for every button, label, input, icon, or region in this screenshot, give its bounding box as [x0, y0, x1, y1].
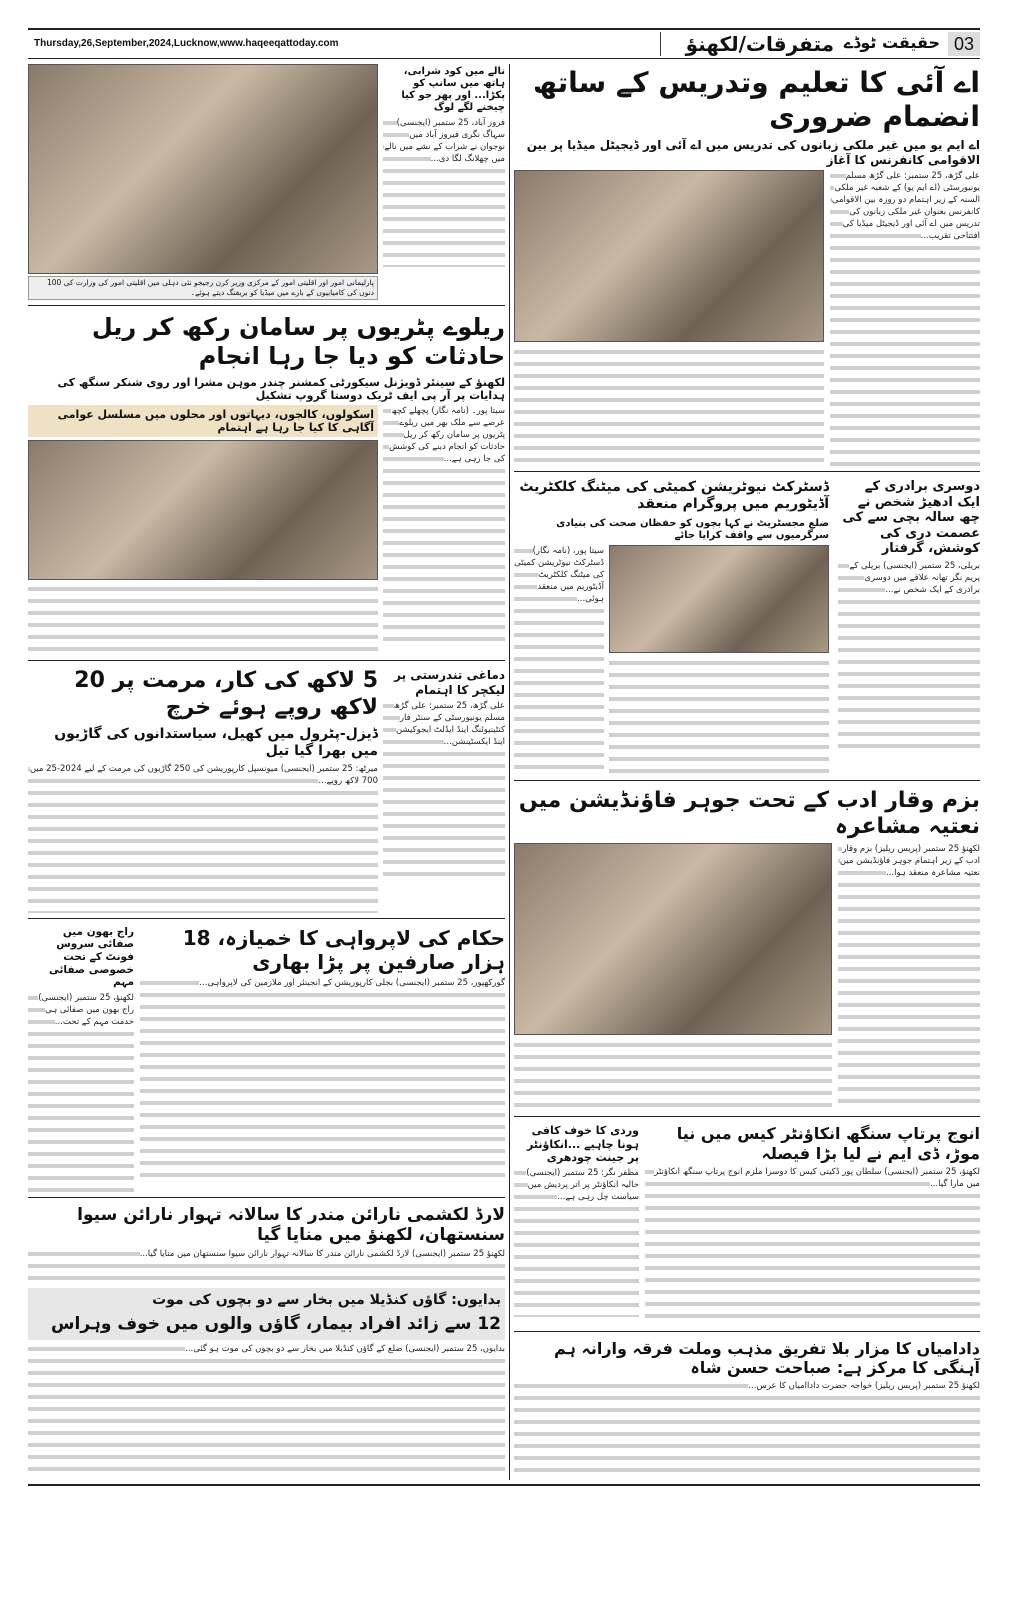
- rajbhavan-headline: راج بھون میں صفائی سروس فونٹ کے تحت خصوصی صفائی مہم: [48, 925, 134, 989]
- mental-story: [383, 666, 505, 880]
- badaun-subhead: 12 سے زائد افراد بیمار، گاؤں والوں میں خوف وہراس: [51, 1314, 501, 1335]
- nutrition-row: [514, 477, 980, 775]
- divider: [28, 1197, 505, 1198]
- anuj-body: لکھنؤ، 25 ستمبر (ایجنسی) سلطان پور ڈکیتی کیس کا دوسرا ملزم انوج پرتاپ سنگھ انکاؤنٹر میں مارا گیا...: [654, 1166, 980, 1189]
- anuj-story: [645, 1122, 980, 1325]
- railway-photo-block: [28, 405, 378, 655]
- nutrition-headline: ڈسٹرکٹ نیوٹریشن کمیٹی کی میٹنگ کلکٹریٹ آڈیٹوریم میں پروگرام منعقد: [519, 478, 829, 512]
- assault-body-block: [838, 560, 980, 750]
- railway-body-continued: [28, 583, 378, 655]
- anuj-headline: انوج پرتاپ سنگھ انکاؤنٹر کیس میں نیا موڑ، ڈی ایم نے لیا بڑا فیصلہ: [676, 1124, 980, 1163]
- nutrition-body-block: [514, 545, 604, 775]
- nutrition-subhead: ضلع مجسٹریٹ نے کہا بچوں کو حفظان صحت کی بنیادی سرگرمیوں سے واقف کرایا جائے: [556, 517, 829, 541]
- nutrition-story: [514, 477, 829, 775]
- dadamian-body-block: [514, 1380, 980, 1480]
- divider: [514, 1116, 980, 1117]
- top-left-row: [28, 64, 505, 300]
- ai-headline: اے آئی کا تعلیم وتدریس کے ساتھ انضمام ضروری: [532, 66, 980, 133]
- badaun-body: بدایوں، 25 ستمبر (ایجنسی) ضلع کے گاؤں کنڈیلا میں بخار سے دو بچوں کی موت ہو گئی...: [185, 1343, 505, 1354]
- ai-body-block: [830, 170, 980, 466]
- right-column: [509, 64, 980, 1480]
- nutrition-photo-block: [609, 545, 829, 775]
- rajbhavan-body: لکھنؤ، 25 ستمبر (ایجنسی) راج بھون میں صفائی ہی خدمت مہم کے تحت...: [38, 992, 134, 1027]
- ai-subhead: اے ایم یو میں غیر ملکی زبانوں کی تدریس میں اے آئی اور ڈیجیٹل میڈیا پر بین الاقوامی کانفرنس کا آغاز: [526, 138, 980, 167]
- encounter-row: [514, 1122, 980, 1325]
- mushaira-body-continued: [514, 1039, 832, 1111]
- top-rule: [28, 28, 980, 30]
- dateline: Thursday,26,September,2024,Lucknow,www.haqeeqattoday.com: [34, 38, 339, 49]
- mushaira-body: لکھنؤ 25 ستمبر (پریس ریلیز) بزم وقار ادب کے زیر اہتمام جوہر فاؤنڈیشن میں نعتیہ مشاعرہ منعقد ہوا...: [839, 844, 980, 879]
- car-headline: 5 لاکھ کی کار، مرمت پر 20 لاکھ روپے ہوئے خرچ: [74, 668, 378, 720]
- power-body-block: [140, 977, 505, 1177]
- badaun-headline: بدایوں: گاؤں کنڈیلا میں بخار سے دو بچوں کی موت: [152, 1292, 501, 1309]
- dadamian-story: [514, 1337, 980, 1480]
- mushaira-story: [514, 786, 980, 1112]
- divider: [28, 918, 505, 919]
- mushaira-headline: بزم وقار ادب کے تحت جوہر فاؤنڈیشن میں نعتیہ مشاعرہ: [518, 787, 980, 839]
- wardi-headline: وردی کا خوف کافی ہونا چاہیے ...انکاؤنٹر پر جینت چودھری: [527, 1124, 639, 1164]
- left-column: [28, 64, 505, 1473]
- divider: [514, 1331, 980, 1332]
- mushaira-row: [514, 843, 980, 1111]
- power-body: گورکھپور، 25 ستمبر (ایجنسی) بجلی کارپوریشن کے انجینئر اور ملازمین کی لاپرواہی...: [199, 977, 505, 988]
- anuj-body-block: [645, 1166, 980, 1326]
- header-rule: [28, 58, 980, 59]
- nutrition-meeting-photo: [609, 545, 829, 653]
- dadamian-body: لکھنؤ 25 ستمبر (پریس ریلیز) خواجہ حضرت داداامیاں کا عرس...: [748, 1381, 980, 1392]
- ai-story: [514, 64, 980, 466]
- mushaira-group-photo: [514, 843, 832, 1035]
- assault-headline: دوسری برادری کے ایک ادھیڑ شخص نے چھ سالہ بچی سے کی عصمت دری کی کوشش، گرفتار: [842, 478, 980, 557]
- mushaira-photo-block: [514, 843, 832, 1111]
- ai-row: [514, 170, 980, 466]
- railway-headline: ریلوے پٹریوں پر سامان رکھ کر ریل حادثات کو دیا جا رہا انجام: [91, 313, 505, 370]
- ministry-briefing-photo: [28, 64, 378, 274]
- awareness-camp-photo: [28, 440, 378, 580]
- nutrition-body-continued: [609, 657, 829, 775]
- assault-story: [838, 477, 980, 750]
- railway-row: [28, 405, 505, 655]
- power-headline: حکام کی لاپرواہی کا خمیازہ، 18 ہزار صارفین پر پڑا بھاری: [182, 925, 505, 974]
- railway-body: سیتا پور۔ (نامہ نگار) پچھلے کچھ عرصے سے ملک بھر میں ریلوے پٹریوں پر سامان رکھ کر ریل حادثات کو انجام دینے کی کوشش کی جا رہی ہے...: [389, 405, 505, 464]
- snake-story: [383, 64, 505, 267]
- nutrition-body: سیتا پور، (نامہ نگار) ڈسٹرکٹ نیوٹریشن کمیٹی کی میٹنگ کلکٹریٹ آڈیٹوریم میں منعقد ہوئی...: [514, 545, 604, 604]
- mental-body: علی گڑھ، 25 ستمبر: علی گڑھ مسلم یونیورسٹی کے سنٹر فار کنٹینیوئنگ اینڈ ایڈلٹ ایجوکیشن اینڈ ایکسٹینشن...: [393, 701, 505, 748]
- snake-body: فروز آباد، 25 ستمبر (ایجنسی) سہاگ نگری فیروز آباد میں نوجوان نے شراب کے نشے میں نالے میں چھلانگ لگا دی...: [384, 118, 505, 164]
- dadamian-headline: دادامیاں کا مزار بلا تفریق مذہب وملت فرقہ وارانہ ہم آہنگی کا مرکز ہے: صباحت حسن شاہ: [553, 1338, 980, 1377]
- car-story: [28, 666, 378, 912]
- rajbhavan-story: [28, 924, 134, 1192]
- badaun-header-box: [28, 1288, 505, 1339]
- railway-subhead: لکھنؤ کے سینئر ڈویژنل سیکورٹی کمشنر چندر موہن مشرا اور روی شنکر سنگھ کی ہدایات پر آر پی ایف ٹریک دوستا گروپ تشکیل: [57, 375, 505, 402]
- section-title: متفرقات/لکھنؤ: [660, 32, 834, 56]
- page-content: [28, 64, 980, 1486]
- mushaira-body-block: [838, 843, 980, 1111]
- temple-headline: لارڈ لکشمی نارائن مندر کا سالانہ تہوار نارائن سیوا سنستھان، لکھنؤ میں منایا گیا: [77, 1204, 505, 1246]
- car-body-block: [28, 763, 378, 913]
- rajbhavan-body-block: [28, 992, 134, 1192]
- mental-body-block: [383, 700, 505, 880]
- divider: [28, 660, 505, 661]
- ai-body: علی گڑھ، 25 ستمبر: علی گڑھ مسلم یونیورسٹی (اے ایم یو) کے شعبہ غیر ملکی السنہ کے زیر اہتمام دو روزہ بین الاقوامی کانفرنس بعنوان غیر ملکی زبانوں کی تدریس میں اے آئی اور ڈیجیٹل میڈیا کی افتتاحی تقریب...: [831, 170, 980, 241]
- briefing-photo-block: [28, 64, 378, 300]
- nutrition-inner-row: [514, 545, 829, 775]
- snake-headline: نالے میں کود شرابی، ہاتھ میں سانپ کو پکڑا... اور پھر جو کیا چیخنے لگے لوگ: [401, 66, 505, 113]
- wardi-body: مظفر نگر: 25 ستمبر (ایجنسی) حالیہ انکاؤنٹر پر اتر پردیش میں سیاست چل رہی ہے...: [526, 1167, 639, 1202]
- badaun-body-block: [28, 1343, 505, 1473]
- divider: [28, 305, 505, 306]
- photo-caption: پارلیمانی امور اور اقلیتی امور کے مرکزی وزیر کرن رجیجو نئی دہلی میں اقلیتی امور کی وزارت کی 100 دنوں کی کامیابیوں کے بارے میں میڈیا کو بریفنگ دیتے ہوئے۔: [28, 276, 378, 300]
- power-row: [28, 924, 505, 1192]
- divider: [514, 471, 980, 472]
- car-row: [28, 666, 505, 912]
- paper-name: حقیقت ٹوڈے: [843, 33, 940, 52]
- temple-story: [28, 1203, 505, 1285]
- wardi-body-block: [514, 1167, 639, 1317]
- page-number: 03: [948, 32, 980, 56]
- ai-body-continued: [514, 346, 824, 466]
- assault-body: بریلی، 25 ستمبر (ایجنسی) بریلی کے پریم نگر تھانہ علاقے میں دوسری برادری کے ایک شخص نے...: [849, 560, 980, 595]
- divider: [514, 780, 980, 781]
- snake-body-block: [383, 117, 505, 267]
- railway-story: [28, 311, 505, 655]
- railway-body-block: [383, 405, 505, 645]
- railway-banner: اسکولوں، کالجوں، دیہاتوں اور محلوں میں مسلسل عوامی آگاہی کا کیا جا رہا ہے اہتمام: [28, 405, 378, 437]
- wardi-story: [514, 1122, 639, 1317]
- car-subhead: ڈیزل-پٹرول میں کھیل، سیاستدانوں کی گاڑیوں میں بھرا گیا تیل: [54, 726, 378, 759]
- ai-photo-block: [514, 170, 824, 466]
- temple-body: لکھنؤ 25 ستمبر (ایجنسی) لارڈ لکشمی نارائن مندر کا سالانہ تہوار نارائن سیوا سنستھان میں منایا گیا...: [139, 1249, 505, 1260]
- temple-body-block: [28, 1248, 505, 1284]
- car-body: میرٹھ: 25 ستمبر (ایجنسی) میونسپل کارپوریشن کی 250 گاڑیوں کی مرمت کے لیے 2024-25 میں 700 لاکھ روپے...: [29, 763, 378, 786]
- conference-photo: [514, 170, 824, 342]
- power-story: [140, 924, 505, 1177]
- mental-headline: دماغی تندرستی پر لیکچر کا اہتمام: [394, 668, 505, 697]
